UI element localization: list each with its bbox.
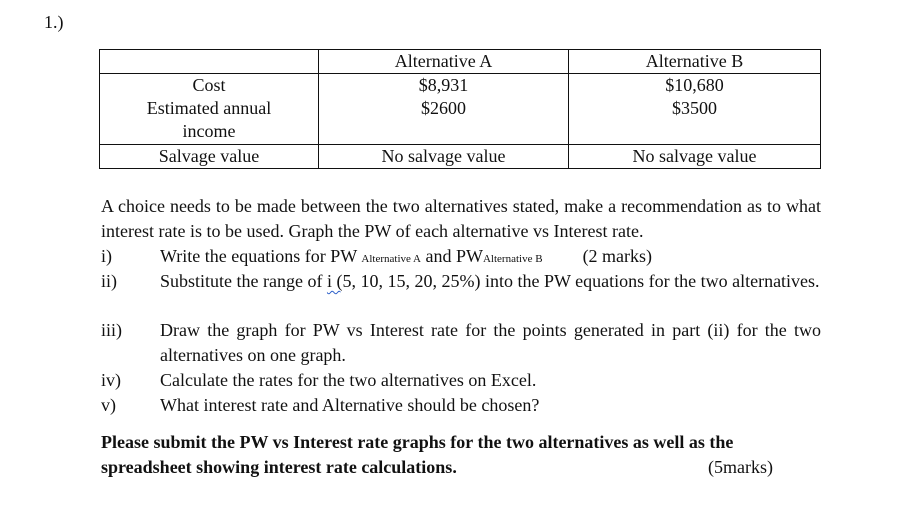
table-alternative-a-cell xyxy=(319,74,569,145)
question-number: 1.) xyxy=(44,12,64,32)
income-a-value: $2600 xyxy=(421,98,466,118)
item-number: iv) xyxy=(101,370,121,390)
income-label-line2: income xyxy=(182,121,236,141)
item-text: Calculate the rates for the two alternatives on Excel. xyxy=(160,370,537,390)
submit-instructions xyxy=(101,430,821,480)
item-number: ii) xyxy=(101,271,117,291)
income-b-value: $3500 xyxy=(672,98,717,118)
intro-paragraph: A choice needs to be made between the two alternatives stated, make a recommendation as to what interest rate is to be used. Graph the PW of each alternative vs Interest rate. xyxy=(101,196,821,241)
item-number: i) xyxy=(101,246,112,266)
item-text: What interest rate and Alternative should be chosen? xyxy=(160,395,540,415)
salvage-b-value: No salvage value xyxy=(569,145,821,169)
table-alternative-b-cell xyxy=(569,74,821,145)
item-text: Draw the graph for PW vs Interest rate for the points generated in part (ii) for the two alternatives on one graph. xyxy=(160,320,821,365)
spellcheck-underline: i ( xyxy=(326,271,343,291)
income-label-line1: Estimated annual xyxy=(146,98,272,118)
item-number: iii) xyxy=(101,320,122,340)
submit-marks: (5marks) xyxy=(708,457,773,477)
table-header-row xyxy=(100,50,821,74)
table-row xyxy=(100,74,821,145)
salvage-a-value: No salvage value xyxy=(319,145,569,169)
submit-line1: Please submit the PW vs Interest rate graphs for the two alternatives as well as the xyxy=(101,432,734,452)
table-header-alternative-b: Alternative B xyxy=(569,50,821,74)
salvage-label: Salvage value xyxy=(100,145,319,169)
item-text: Substitute the range of i (5, 10, 15, 20, 25%) into the PW equations for the two alternatives. xyxy=(160,271,820,291)
item-number: v) xyxy=(101,395,116,415)
table-header-empty xyxy=(100,50,319,74)
table-label-cell xyxy=(100,74,319,145)
cost-label: Cost xyxy=(192,75,226,95)
cost-b-value: $10,680 xyxy=(665,75,724,95)
item-text: Write the equations for PW Alternative A and PWAlternative B (2 marks) xyxy=(160,246,653,266)
alternatives-table xyxy=(99,49,821,169)
submit-line2: spreadsheet showing interest rate calculations. xyxy=(101,457,457,477)
cost-a-value: $8,931 xyxy=(418,75,469,95)
marks: (2 marks) xyxy=(582,246,653,266)
table-row xyxy=(100,145,821,169)
table-header-alternative-a: Alternative A xyxy=(319,50,569,74)
